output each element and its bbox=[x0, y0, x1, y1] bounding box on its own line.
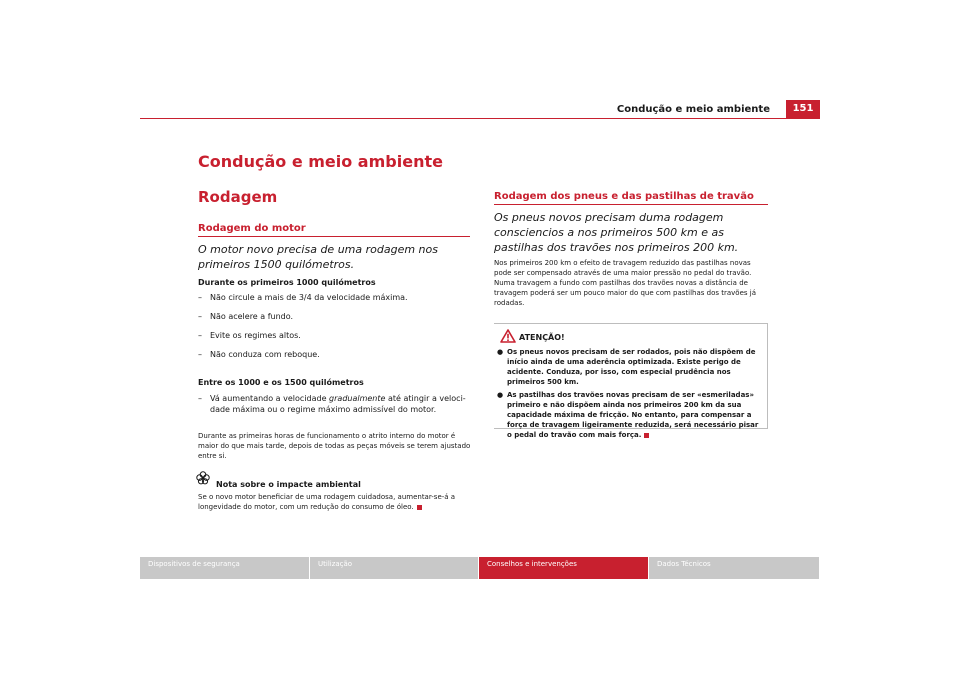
warning-list bbox=[497, 347, 765, 443]
chapter-title: Condução e meio ambiente bbox=[198, 152, 443, 171]
first-1000km-list bbox=[198, 278, 478, 369]
running-header-title: Condução e meio ambiente bbox=[616, 104, 770, 115]
warning-item: ● Os pneus novos precisam de ser rodados, pois não dispõem de início ainda de uma aderência optimizada. Existe perigo de acidente. Conduza, por isso, com especial prudência nos primeiros 500 km. bbox=[497, 348, 756, 386]
list-item: – Não acelere a fundo. bbox=[198, 312, 294, 321]
footer-tabs bbox=[140, 557, 820, 579]
tyres-paragraph: Nos primeiros 200 km o efeito de travagem reduzido das pastilhas novas pode ser compensado através de uma maior pressão no pedal do travão. Numa travagem a fundo com pastilhas dos travões novas a distância de travagem poderá ser um pouco maior do que com pastilhas dos travões já rodadas. bbox=[494, 259, 757, 307]
tyres-intro: Os pneus novos precisam duma rodagem consciencios a nos primeiros 500 km e as pastilhas dos travões nos primeiros 200 km. bbox=[494, 211, 739, 254]
engine-running-in-heading: Rodagem do motor bbox=[198, 223, 306, 234]
tab-advice-interventions[interactable]: Conselhos e intervenções bbox=[479, 557, 648, 579]
emphasis: gradualmente bbox=[329, 394, 386, 403]
list-heading: Entre os 1000 e os 1500 quilómetros bbox=[198, 378, 364, 387]
environment-note-text: Se o novo motor beneficiar de uma rodagem cuidadosa, aumentar-se-á a longevidade do motor, com um redução do consumo de óleo. bbox=[198, 493, 456, 511]
1000-1500km-list bbox=[198, 377, 478, 424]
tab-safety-devices[interactable]: Dispositivos de segurança bbox=[140, 557, 309, 579]
list-item: – Evite os regimes altos. bbox=[198, 331, 301, 340]
page-number: 151 bbox=[786, 100, 820, 118]
engine-paragraph: Durante as primeiras horas de funcionamento o atrito interno do motor é maior do que mais tarde, depois de todas as peças móveis se terem ajustado entre si. bbox=[198, 432, 471, 460]
tyres-brake-pads-heading: Rodagem dos pneus e das pastilhas de travão bbox=[494, 191, 754, 202]
section-title: Rodagem bbox=[198, 188, 278, 206]
environment-flower-icon bbox=[196, 471, 210, 485]
bullet-icon: ● bbox=[497, 391, 504, 399]
header-rule bbox=[140, 118, 820, 119]
end-of-section-icon bbox=[417, 505, 422, 510]
engine-intro: O motor novo precisa de uma rodagem nos primeiros 1500 quilómetros. bbox=[198, 243, 438, 271]
environment-note-title: Nota sobre o impacte ambiental bbox=[216, 480, 361, 489]
list-item: – Vá aumentando a velocidade gradualmente até atingir a velocidade máxima ou o regime máximo admissível do motor. bbox=[198, 394, 466, 414]
list-item: – Não circule a mais de 3/4 da velocidade máxima. bbox=[198, 293, 408, 302]
tab-usage[interactable]: Utilização bbox=[310, 557, 478, 579]
warning-triangle-icon bbox=[500, 329, 516, 343]
warning-title: ATENÇÃO! bbox=[519, 333, 565, 342]
list-heading: Durante os primeiros 1000 quilómetros bbox=[198, 278, 376, 287]
heading-rule bbox=[494, 204, 768, 205]
bullet-icon: ● bbox=[497, 348, 504, 356]
end-of-section-icon bbox=[644, 433, 649, 438]
list-item: – Não conduza com reboque. bbox=[198, 350, 320, 359]
warning-item: ● As pastilhas dos travões novas precisam de ser «esmeriladas» primeiro e não dispõem ainda nos primeiros 200 km da sua capacidade máxima de fricção. No entanto, para compensar a força de travagem ligeiramente reduzida, será necessário pisar o pedal do travão com mais força. bbox=[497, 391, 759, 439]
heading-rule bbox=[198, 236, 470, 237]
tab-technical-data[interactable]: Dados Técnicos bbox=[649, 557, 819, 579]
